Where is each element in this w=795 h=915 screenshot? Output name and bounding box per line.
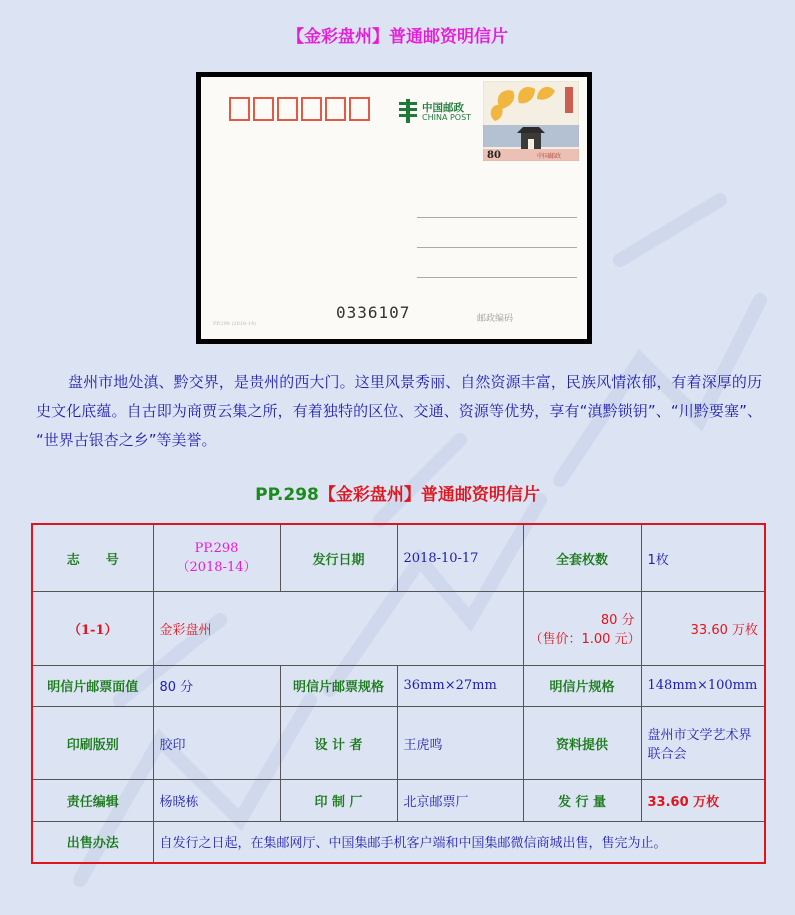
- table-title-name: 【金彩盘州】普通邮资明信片: [318, 485, 540, 505]
- table-row: [32, 706, 765, 780]
- label-set-count: 全套枚数: [523, 524, 641, 592]
- value-stamp-face-value: 80 分: [153, 665, 280, 706]
- item-number: （1-1）: [32, 592, 153, 666]
- value-printer: 北京邮票厂: [397, 780, 523, 821]
- issue-info-table: [31, 523, 766, 864]
- label-designer: 设 计 者: [280, 706, 397, 780]
- serial-code: PP.298: [194, 541, 239, 557]
- stamp-country: 中国邮政: [537, 153, 562, 160]
- value-stamp-size: 36mm×27mm: [397, 665, 523, 706]
- table-row: [32, 780, 765, 821]
- item-price: [523, 592, 641, 666]
- table-title: [0, 480, 795, 505]
- value-circulation: 33.60 万枚: [641, 780, 765, 821]
- value-card-size: 148mm×100mm: [641, 665, 765, 706]
- label-circulation: 发 行 量: [523, 780, 641, 821]
- item-name: 金彩盘州: [153, 592, 523, 666]
- value-editor: 杨晓栋: [153, 780, 280, 821]
- label-editor: 责任编辑: [32, 780, 153, 821]
- value-issue-date: 2018-10-17: [397, 524, 523, 592]
- value-sales-method: 自发行之日起，在集邮网厅、中国集邮手机客户端和中国集邮微信商城出售，售完为止。: [153, 821, 765, 863]
- value-printing: 胶印: [153, 706, 280, 780]
- logo-english-text: CHINA POST: [422, 113, 472, 122]
- label-printing: 印刷版别: [32, 706, 153, 780]
- zip-code-boxes: [229, 97, 370, 121]
- china-post-logo: [397, 99, 481, 125]
- zip-box: [277, 97, 298, 121]
- table-row: [32, 665, 765, 706]
- label-stamp-size: 明信片邮票规格: [280, 665, 397, 706]
- postcard-serial-number: 0336107: [336, 303, 411, 322]
- zip-box: [349, 97, 370, 121]
- logo-chinese-text: 中国邮政: [422, 102, 464, 114]
- value-set-count: 1枚: [641, 524, 765, 592]
- page-title: 【金彩盘州】普通邮资明信片: [287, 27, 508, 47]
- address-line: [417, 277, 577, 278]
- value-info-provider: 盘州市文学艺术界联合会: [641, 706, 765, 780]
- serial-year: （2018-14）: [176, 560, 257, 576]
- postcard-image: [196, 72, 592, 344]
- zip-box: [325, 97, 346, 121]
- table-title-code: PP.298: [255, 485, 319, 505]
- china-post-logo-icon: [397, 99, 419, 123]
- item-quantity: 33.60 万枚: [641, 592, 765, 666]
- postage-stamp: [483, 81, 579, 161]
- zip-box: [301, 97, 322, 121]
- postcode-label: 邮政编码: [477, 314, 514, 324]
- intro-paragraph: 盘州市地处滇、黔交界，是贵州的西大门。这里风景秀丽、自然资源丰富，民族风情浓郁，有着深厚的历史文化底蕴。自古即为商贾云集之所，有着独特的区位、交通、资源等优势，享有“滇黔锁钥”、“川黔要塞”、 “世界古银杏之乡”等美誉。: [36, 373, 762, 449]
- label-card-size: 明信片规格: [523, 665, 641, 706]
- value-serial: [153, 524, 280, 592]
- label-info-provider: 资料提供: [523, 706, 641, 780]
- label-serial: 志 号: [32, 524, 153, 592]
- postcard-tiny-print: PP.298 (2018-14): [213, 321, 257, 327]
- address-line: [417, 217, 577, 218]
- table-row: [32, 524, 765, 592]
- label-issue-date: 发行日期: [280, 524, 397, 592]
- item-face-value: 80 分: [600, 613, 635, 629]
- label-stamp-face-value: 明信片邮票面值: [32, 665, 153, 706]
- table-row: [32, 592, 765, 666]
- stamp-value: 80: [487, 150, 501, 161]
- table-row: [32, 821, 765, 863]
- postcard-face: [201, 77, 587, 339]
- label-sales-method: 出售办法: [32, 821, 153, 863]
- label-printer: 印 制 厂: [280, 780, 397, 821]
- value-designer: 王虎鸣: [397, 706, 523, 780]
- zip-box: [253, 97, 274, 121]
- zip-box: [229, 97, 250, 121]
- address-line: [417, 247, 577, 248]
- item-sale-price: （售价：1.00 元）: [529, 632, 641, 648]
